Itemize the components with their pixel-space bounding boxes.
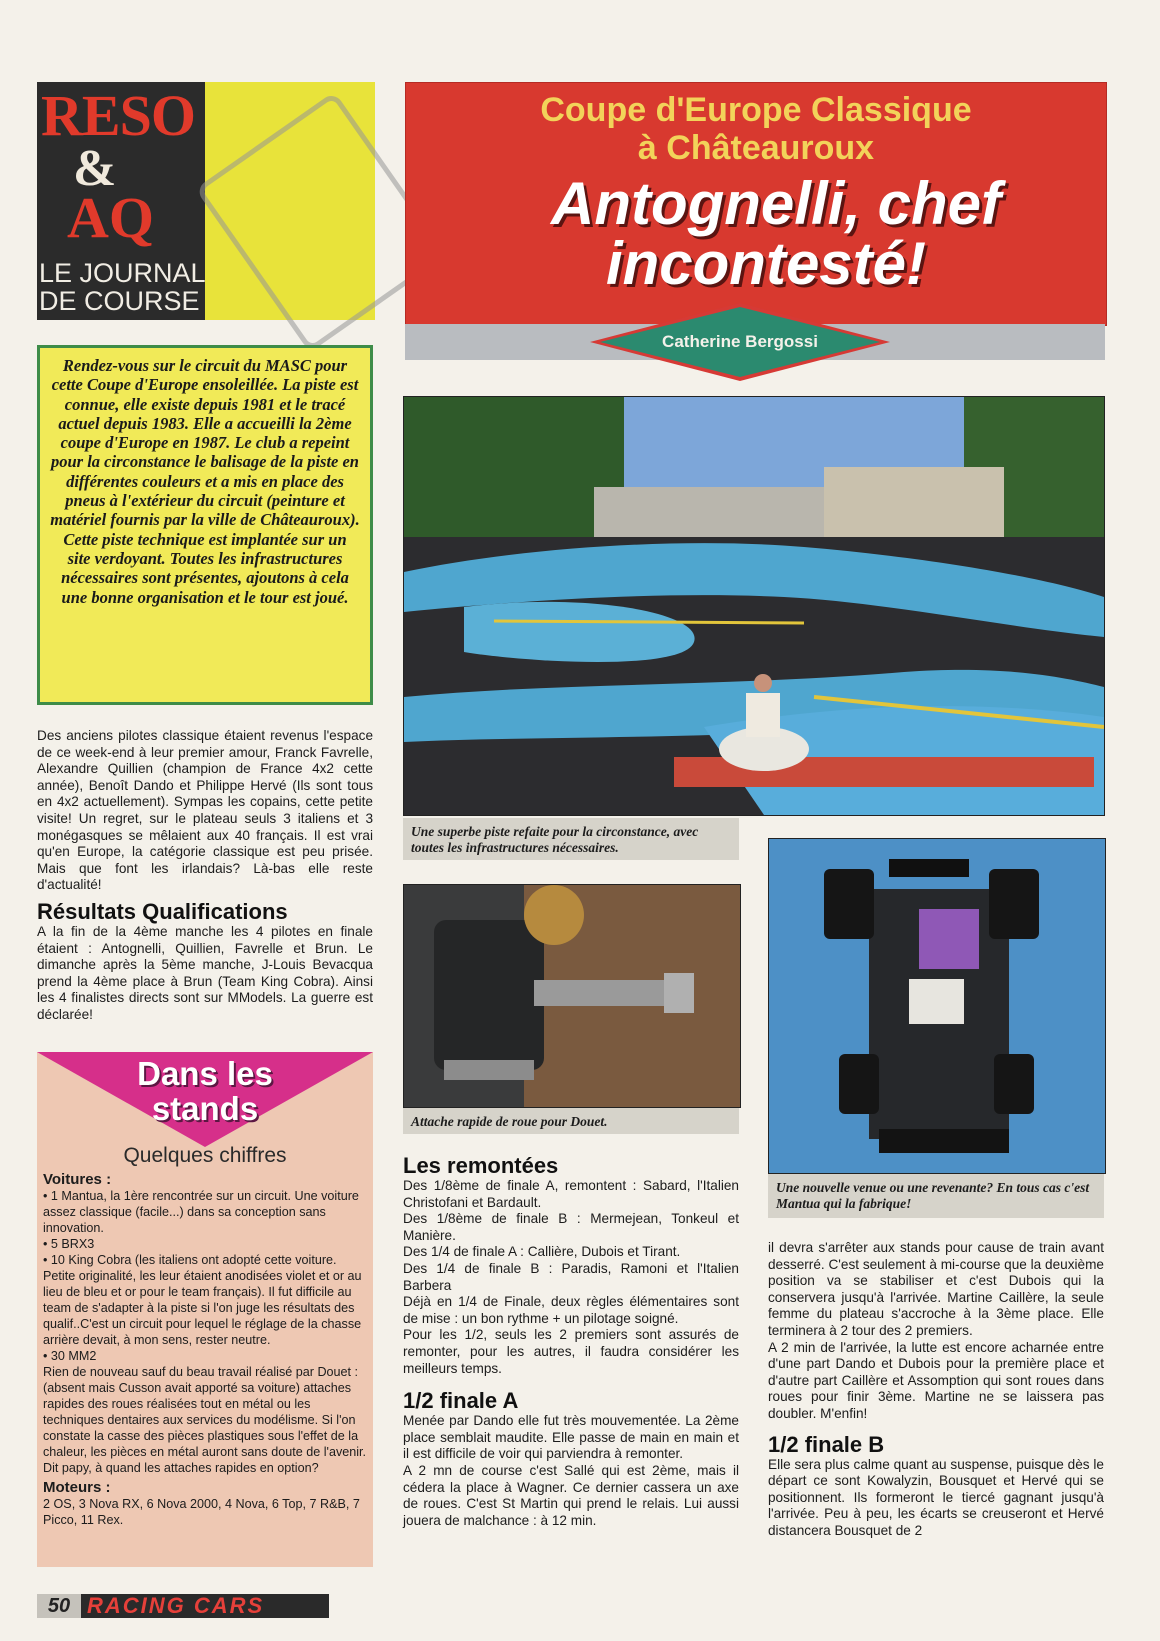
col1-para1: Des anciens pilotes classique étaient revenus l'espace de ce week-end à leur premier amour, Franck Favrelle, Alexandre Quillien (champion de France 4x2 cette année), Benoît Dando et Philippe Hervé (Ils sont tous en 4x2 actuellement). Sympas les copains, cette petite visite! Un regret, sur le plateau seuls 3 italiens et 3 monégasques se mêlaient aux 40 français. Il est vrai qu'en Europe, la catégorie classique est peu prisée. Mais que font les irlandais? Là-bas elle reste d'actualité! — [37, 728, 373, 893]
logo-ampersand: & — [73, 140, 117, 197]
caption-car: Une nouvelle venue ou une revenante? En tous cas c'est Mantua qui la fabrique! — [768, 1174, 1104, 1218]
photo-track — [403, 396, 1105, 816]
heading-resultats: Résultats Qualifications — [37, 898, 288, 924]
wheel-image — [404, 885, 740, 1107]
logo-journal-line1: LE JOURNAL — [39, 258, 206, 288]
headline-line1: Antognelli, chef — [551, 170, 1001, 237]
finale-a-para: Menée par Dando elle fut très mouvementée. La 2ème place semblait maudite. Elle passe de main en main et il est difficile de voir qui parviendra à remonter. — [403, 1413, 739, 1462]
kicker-line2: à Châteauroux — [637, 129, 875, 167]
voitures-item: • 5 BRX3 — [43, 1237, 95, 1251]
column-2 — [403, 1154, 739, 1529]
heading-finale-b: 1/2 finale B — [768, 1431, 885, 1457]
stands-content — [43, 1172, 367, 1528]
remontees-line: Pour les 1/2, seuls les 2 premiers sont assurés de remonter, pour les autres, il faudra considérer les meilleurs temps. — [403, 1327, 739, 1376]
page-number: 50 — [37, 1594, 81, 1618]
voitures-label: Voitures : — [43, 1171, 112, 1188]
photo-car — [768, 838, 1106, 1174]
col3-para: A 2 min de l'arrivée, la lutte est encore acharnée entre d'une part Dando et Dubois pour la première place et d'autre part Caillère et Assomption qui sont roues dans roues pour finir 3ème. Martine ne se laissera pas doubler. M'enfin! — [768, 1339, 1104, 1421]
remontees-line: Des 1/4 de finale B : Paradis, Ramoni et l'Italien Barbera — [403, 1260, 739, 1293]
heading-finale-a: 1/2 finale A — [403, 1388, 519, 1414]
remontees-line: Des 1/8ème de finale B : Mermejean, Tonkeul et Manière. — [403, 1211, 739, 1243]
stands-box — [37, 1052, 373, 1567]
voitures-item: Rien de nouveau sauf du beau travail réalisé par Douet : (absent mais Cusson avait apporté sa voiture) attaches rapides des roues réalisées tout en métal ou les techniques dentaires aux services du modélisme. Si l'on constate la casse des pièces plastiques sous l'effet de la chaleur, les pièces en métal auront sans doute de l'avenir. Dit papy, à quand les attaches rapides en option? — [43, 1365, 367, 1475]
remontees-line: Déjà en 1/4 de Finale, deux règles élémentaires sont de mise : un bon rythme + un pilotage soigné. — [403, 1294, 739, 1326]
kicker-line1: Coupe d'Europe Classique — [540, 91, 972, 129]
stands-subtitle: Quelques chiffres — [123, 1144, 287, 1167]
voitures-item: • 30 MM2 — [43, 1349, 97, 1363]
car-image — [769, 839, 1105, 1173]
headline-line2: incontesté! — [605, 230, 927, 297]
stands-title-line1: Dans les — [137, 1055, 273, 1092]
intro-text: Rendez-vous sur le circuit du MASC pour cette Coupe d'Europe ensoleillée. La piste est connue, elle existe depuis 1981 et le tracé actuel depuis 1983. Elle a accueilli la 2ème coupe d'Europe en 1987. Le club a repeint pour la circonstance le balisage de la piste en différentes couleurs et a mis en place des pneus à l'extérieur du circuit (peinture et matériel fournis par la ville de Châteauroux). Cette piste technique est implantée sur un site verdoyant. Toutes les infrastructures nécessaires sont présentes, ajoutons à cela une bonne organisation et le tour est joué. — [50, 356, 360, 607]
moteurs-list: 2 OS, 3 Nova RX, 6 Nova 2000, 4 Nova, 6 Top, 7 R&B, 7 Picco, 11 Rex. — [43, 1497, 360, 1527]
intro-box — [37, 345, 373, 705]
author-name: Catherine Bergossi — [662, 332, 818, 351]
heading-remontees: Les remontées — [403, 1153, 559, 1178]
moteurs-label: Moteurs : — [43, 1479, 111, 1496]
track-image — [404, 397, 1104, 815]
section-logo — [37, 82, 375, 320]
caption-track: Une superbe piste refaite pour la circonstance, avec toutes les infrastructures nécessaires. — [403, 818, 739, 860]
byline — [590, 303, 890, 381]
col1-para2: A la fin de la 4ème manche les 4 pilotes en finale étaient : Antognelli, Quillien, Favrelle et Brun. Le dimanche après la 5ème manche, J-Louis Bevacqua prend la 4ème place à Brun (Team King Cobra). Ainsi les 4 finalistes directs sont sur MModels. La guerre est déclarée! — [37, 923, 373, 1022]
column-1 — [37, 728, 373, 1024]
photo-wheel — [403, 884, 741, 1108]
col3-para: il devra s'arrêter aux stands pour cause de train avant desserré. C'est seulement à mi-course que la deuxième position va se stabiliser et c'est Dubois qui la conservera jusqu'à l'arrivée. Martine Caillère, la seule femme du plateau s'accroche à la 3ème place. Elle terminera à 2 tour des 2 premiers. — [768, 1240, 1104, 1338]
remontees-line: Des 1/8ème de finale A, remontent : Sabard, l'Italien Christofani et Bardault. — [403, 1178, 739, 1210]
magazine-name: RACING CARS — [87, 1593, 265, 1618]
article-header — [405, 82, 1107, 326]
logo-journal-line2: DE COURSE — [39, 286, 200, 316]
finale-b-para: Elle sera plus calme quant au suspense, puisque dès le départ ce sont Kowalyzin, Bousquet et Hervé qui se positionnent. Ils formeront le tiercé gagnant jusqu'à l'arrivée. Peu à peu, les écarts se creuseront et Hervé distancera Bousquet de 2 — [768, 1456, 1104, 1538]
logo-reso: RESO — [41, 83, 195, 148]
remontees-line: Des 1/4 de finale A : Callière, Dubois et Tirant. — [403, 1244, 681, 1260]
page-footer — [37, 1594, 329, 1618]
logo-aq: AQ — [67, 185, 154, 250]
voitures-item: • 10 King Cobra (les italiens ont adopté cette voiture. Petite originalité, les leur étaient anodisées violet et or au lieu de bleu et or pour le team français). Il fut difficile au team de s'adapter à la piste si l'on juge les résultats des qualif..C'est un circuit pour lequel le réglage de la chasse arrière devait, à mon sens, rester neutre. — [43, 1253, 362, 1347]
caption-wheel: Attache rapide de roue pour Douet. — [403, 1108, 739, 1134]
finale-a-para: A 2 mn de course c'est Sallé qui est 2ème, mais il cédera la place à Wagner. Ce dernier cassera un axe de roues. C'est St Martin qui prend le relais. Lui aussi jouera de malchance : à 12 min. — [403, 1462, 739, 1528]
stands-title-line2: stands — [151, 1090, 259, 1127]
voitures-item: • 1 Mantua, la 1ère rencontrée sur un circuit. Une voiture assez classique (facile...) dans sa conception sans innovation. — [43, 1189, 359, 1235]
column-3 — [768, 1240, 1104, 1540]
